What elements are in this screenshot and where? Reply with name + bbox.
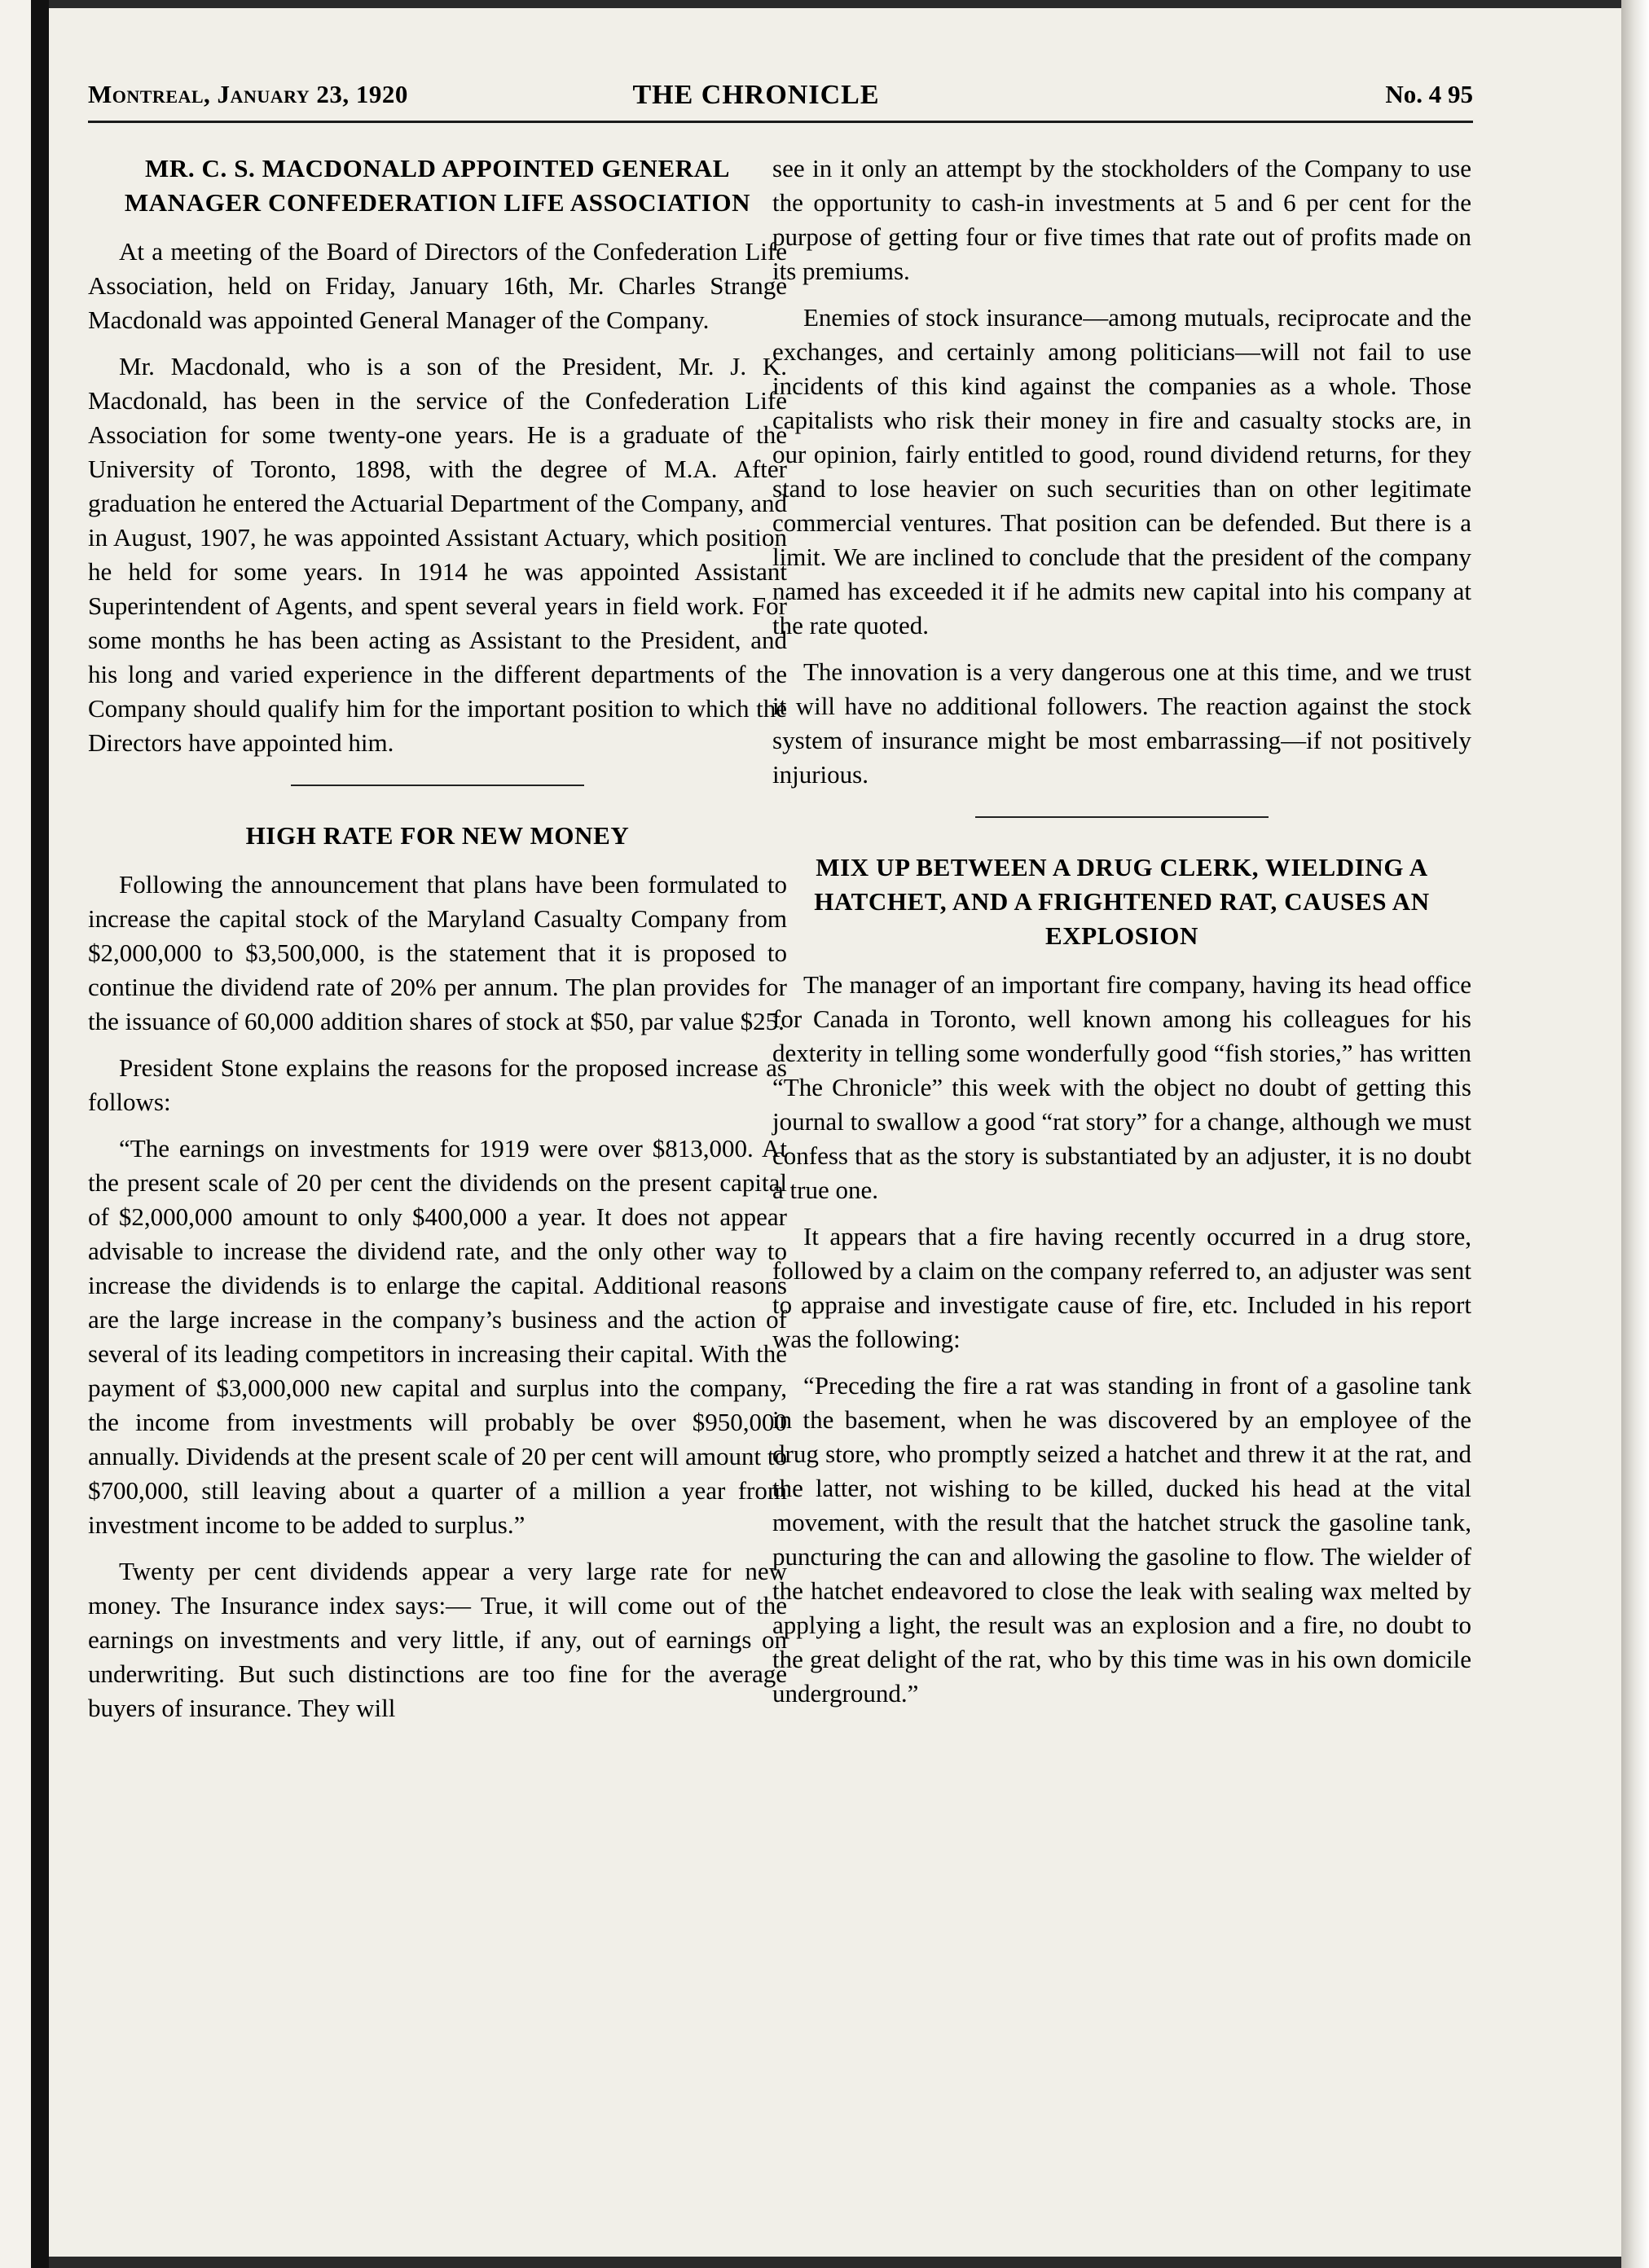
article-paragraph: “Preceding the fire a rat was standing in front of a gasoline tank in the basement, when he was discovered by an employee of the drug store, who promptly seized a hatchet and threw it at the rat, and the latter, not wishing to be killed, ducked his head at the vital movement, with the result that the hatchet struck the gasoline tank, puncturing the can and allowing the gasoline to flow. The wielder of the hatchet endeavored to close the leak with sealing wax melted by applying a light, the result was an explosion and a fire, no doubt to the great delight of the rat, who by this time was in his own domicile underground.”: [772, 1371, 1471, 1708]
page-edge: [1621, 0, 1649, 2268]
article-paragraph: Twenty per cent dividends appear a very large rate for new money. The Insurance index says:— True, it will come out of the earnings on investments and very little, if any, out of earnings on underwriting. But such distinctions are too fine for the average buyers of insurance. They will: [88, 1557, 787, 1722]
article-paragraph: The manager of an important fire company, having its head office for Canada in Toronto, well known among his colleagues for his dexterity in telling some wonderfully good “fish stories,” has written “The Chronicle” this week with the object no doubt of getting this journal to swallow a good “rat story” for a change, although we must confess that as the story is substantiated by an adjuster, it is no doubt a true one.: [772, 970, 1471, 1204]
article-title-macdonald: MR. C. S. MACDONALD APPOINTED GENERAL MANAGER CONFEDERATION LIFE ASSOCIATION: [124, 154, 751, 217]
right-column: [772, 152, 1471, 1723]
header-dateline: Montreal, January 23, 1920: [88, 80, 408, 108]
article-title-high-rate: HIGH RATE FOR NEW MONEY: [245, 821, 630, 850]
article-paragraph: At a meeting of the Board of Directors of the Confederation Life Association, held on Friday, January 16th, Mr. Charles Strange Macdonald was appointed General Manager of the Company.: [88, 237, 787, 334]
article-paragraph: President Stone explains the reasons for the proposed increase as follows:: [88, 1053, 787, 1116]
article-paragraph-continued: see in it only an attempt by the stockholders of the Company to use the opportunity to cash-in investments at 5 and 6 per cent for the purpose of getting four or five times that rate out of profits made on its premiums.: [772, 154, 1471, 285]
article-paragraph: Following the announcement that plans have been formulated to increase the capital stock of the Maryland Casualty Company from $2,000,000 to $3,500,000, is the statement that it is proposed to continue the dividend rate of 20% per annum. The plan provides for the issuance of 60,000 addition shares of stock at $50, par value $25.: [88, 870, 787, 1035]
article-paragraph: The innovation is a very dangerous one at this time, and we trust it will have no additional followers. The reaction against the stock system of insurance might be most embarrassing—if not positively injurious.: [772, 657, 1471, 789]
header-page-number: No. 4 95: [1385, 80, 1473, 108]
article-title-rat: MIX UP BETWEEN A DRUG CLERK, WIELDING A HATCHET, AND A FRIGHTENED RAT, CAUSES AN EXPLOSION: [814, 853, 1430, 950]
article-paragraph: It appears that a fire having recently occurred in a drug store, followed by a claim on the company referred to, an adjuster was sent to appraise and investigate cause of fire, etc. Included in his report was the following:: [772, 1222, 1471, 1353]
article-paragraph: “The earnings on investments for 1919 were over $813,000. At the present scale of 20 per cent the dividends on the present capital of $2,000,000 amount to only $400,000 a year. It does not appear advisable to increase the dividend rate, and the only other way to increase the dividends is to enlarge the capital. Additional reasons are the large increase in the company’s business and the action of several of its leading competitors in increasing their capital. With the payment of $3,000,000 new capital and surplus into the company, the income from investments will probably be over $950,000 annually. Dividends at the present scale of 20 per cent will amount to $700,000, still leaving about a quarter of a million a year from investment income to be added to surplus.”: [88, 1134, 787, 1539]
page-header: [88, 80, 1554, 114]
section-divider: [975, 816, 1269, 818]
binding-spine: [0, 0, 49, 2268]
section-divider: [291, 785, 584, 786]
article-paragraph: Mr. Macdonald, who is a son of the President, Mr. J. K. Macdonald, has been in the service of the Confederation Life Association for some twenty-one years. He is a graduate of the University of Toronto, 1898, with the degree of M.A. After graduation he entered the Actuarial Department of the Company, and in August, 1907, he was appointed Assistant Actuary, which position he held for some years. In 1914 he was appointed Assistant Superintendent of Agents, and spent several years in field work. For some months he has been acting as Assistant to the President, and his long and varied experience in the different departments of the Company should qualify him for the important position to which the Directors have appointed him.: [88, 352, 787, 757]
left-column: [88, 152, 787, 1738]
header-title: THE CHRONICLE: [632, 80, 880, 110]
header-rule: [88, 121, 1473, 123]
article-paragraph: Enemies of stock insurance—among mutuals, reciprocate and the exchanges, and certainly among politicians—will not fail to use incidents of this kind against the companies as a whole. Those capitalists who risk their money in fire and casualty stocks are, in our opinion, fairly entitled to good, round dividend returns, for they stand to lose heavier on such securities than on other legitimate commercial ventures. That position can be defended. But there is a limit. We are inclined to conclude that the president of the company named has exceeded it if he admits new capital into his company at the rate quoted.: [772, 303, 1471, 640]
